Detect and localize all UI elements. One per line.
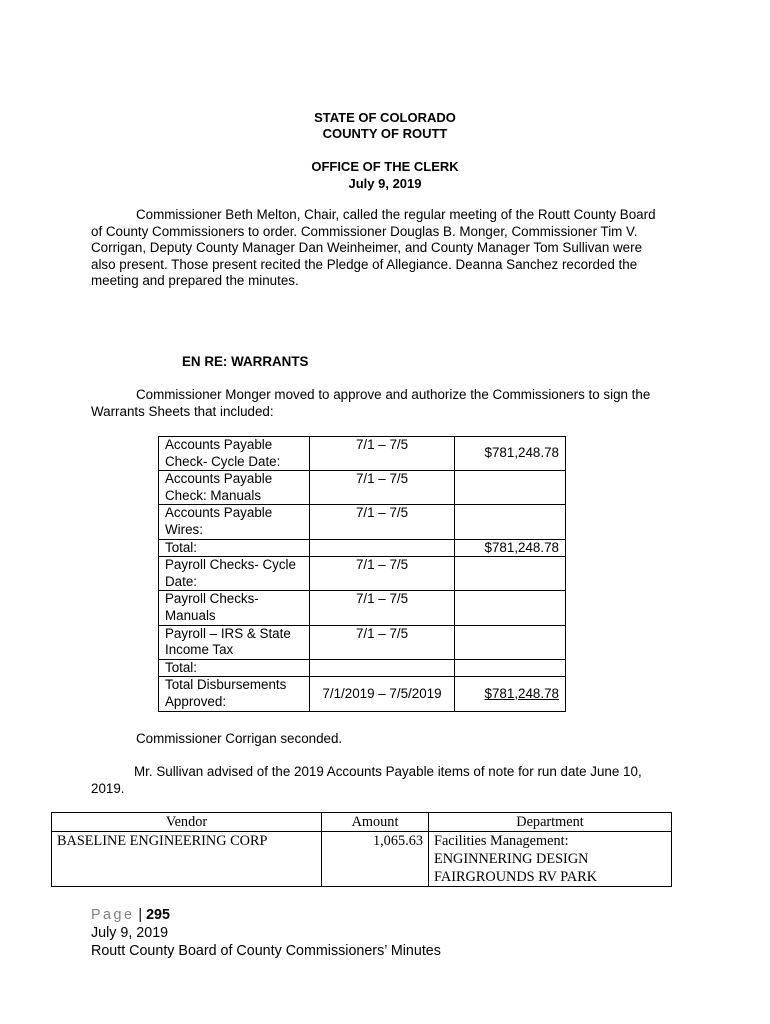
- warrant-dates: 7/1 – 7/5: [310, 625, 455, 659]
- warrant-label: Accounts Payable Check: Manuals: [159, 471, 310, 505]
- warrants-heading: EN RE: WARRANTS: [182, 354, 309, 369]
- warrant-dates: [310, 659, 455, 677]
- warrant-dates: 7/1 – 7/5: [310, 505, 455, 539]
- warrant-dates: 7/1 – 7/5: [310, 437, 455, 471]
- warrant-amount: $781,248.78: [455, 677, 566, 711]
- page-label: Page: [91, 907, 135, 923]
- table-row: [159, 471, 566, 505]
- table-row: [52, 832, 672, 887]
- page-footer: [91, 906, 441, 960]
- table-row: [159, 659, 566, 677]
- table-row: [159, 677, 566, 711]
- footer-title: Routt County Board of County Commissioners’ Minutes: [91, 943, 441, 959]
- warrant-amount: $781,248.78: [455, 437, 566, 471]
- warrant-dates: 7/1 – 7/5: [310, 471, 455, 505]
- advised-line: Mr. Sullivan advised of the 2019 Accounts Payable items of note for run date June 10,: [134, 764, 642, 779]
- doc-office-title: OFFICE OF THE CLERK: [311, 159, 459, 174]
- warrant-amount: [455, 471, 566, 505]
- intro-line: meeting and prepared the minutes.: [91, 273, 299, 289]
- doc-county-title: COUNTY OF ROUTT: [322, 126, 448, 141]
- seconded-text: Commissioner Corrigan seconded.: [136, 731, 343, 746]
- intro-paragraph: [91, 207, 691, 290]
- warrant-label: Total:: [159, 659, 310, 677]
- warrant-amount: [455, 659, 566, 677]
- warrants-table: [158, 436, 566, 712]
- warrant-label: Payroll – IRS & State Income Tax: [159, 625, 310, 659]
- advised-paragraph: [91, 764, 691, 797]
- table-row: [159, 505, 566, 539]
- warrant-amount: [455, 557, 566, 591]
- doc-date: July 9, 2019: [348, 176, 422, 191]
- warrant-amount: [455, 591, 566, 625]
- intro-line: Commissioner Beth Melton, Chair, called the regular meeting of the Routt County Board: [136, 207, 656, 222]
- warrant-dates: 7/1/2019 – 7/5/2019: [310, 677, 455, 711]
- vendor-department: Facilities Management: ENGINNERING DESIGN FAIRGROUNDS RV PARK: [429, 832, 672, 887]
- page-number: 295: [146, 907, 170, 923]
- intro-line: Corrigan, Deputy County Manager Dan Weinheimer, and County Manager Tom Sullivan were: [91, 240, 643, 256]
- motion-line: Warrants Sheets that included:: [91, 403, 274, 419]
- vendor-name: BASELINE ENGINEERING CORP: [52, 832, 322, 887]
- warrant-label: Payroll Checks- Manuals: [159, 591, 310, 625]
- table-row: [159, 539, 566, 557]
- table-row: [159, 591, 566, 625]
- warrant-dates: 7/1 – 7/5: [310, 591, 455, 625]
- advised-line: 2019.: [91, 780, 125, 796]
- vendor-amount: 1,065.63: [322, 832, 429, 887]
- table-row: [159, 437, 566, 471]
- warrant-label: Accounts Payable Check- Cycle Date:: [159, 437, 310, 471]
- column-header-department: Department: [429, 813, 672, 832]
- intro-line: of County Commissioners to order. Commissioner Douglas B. Monger, Commissioner Tim V.: [91, 223, 638, 239]
- warrant-amount: [455, 625, 566, 659]
- table-row: [159, 625, 566, 659]
- table-header-row: [52, 813, 672, 832]
- warrant-label: Total:: [159, 539, 310, 557]
- motion-line: Commissioner Monger moved to approve and authorize the Commissioners to sign the: [136, 387, 651, 402]
- column-header-amount: Amount: [322, 813, 429, 832]
- page-number-line: [91, 906, 441, 924]
- warrant-amount: [455, 505, 566, 539]
- page-separator: |: [134, 907, 147, 923]
- table-row: [159, 557, 566, 591]
- motion-paragraph: [91, 387, 691, 420]
- warrant-label: Payroll Checks- Cycle Date:: [159, 557, 310, 591]
- warrant-amount: $781,248.78: [455, 539, 566, 557]
- warrant-dates: [310, 539, 455, 557]
- vendor-table: [51, 812, 672, 887]
- doc-state-title: STATE OF COLORADO: [314, 110, 456, 125]
- warrant-label: Total Disbursements Approved:: [159, 677, 310, 711]
- intro-line: also present. Those present recited the Pledge of Allegiance. Deanna Sanchez recorded the: [91, 256, 638, 272]
- column-header-vendor: Vendor: [52, 813, 322, 832]
- footer-date: July 9, 2019: [91, 925, 169, 941]
- warrant-label: Accounts Payable Wires:: [159, 505, 310, 539]
- warrant-dates: 7/1 – 7/5: [310, 557, 455, 591]
